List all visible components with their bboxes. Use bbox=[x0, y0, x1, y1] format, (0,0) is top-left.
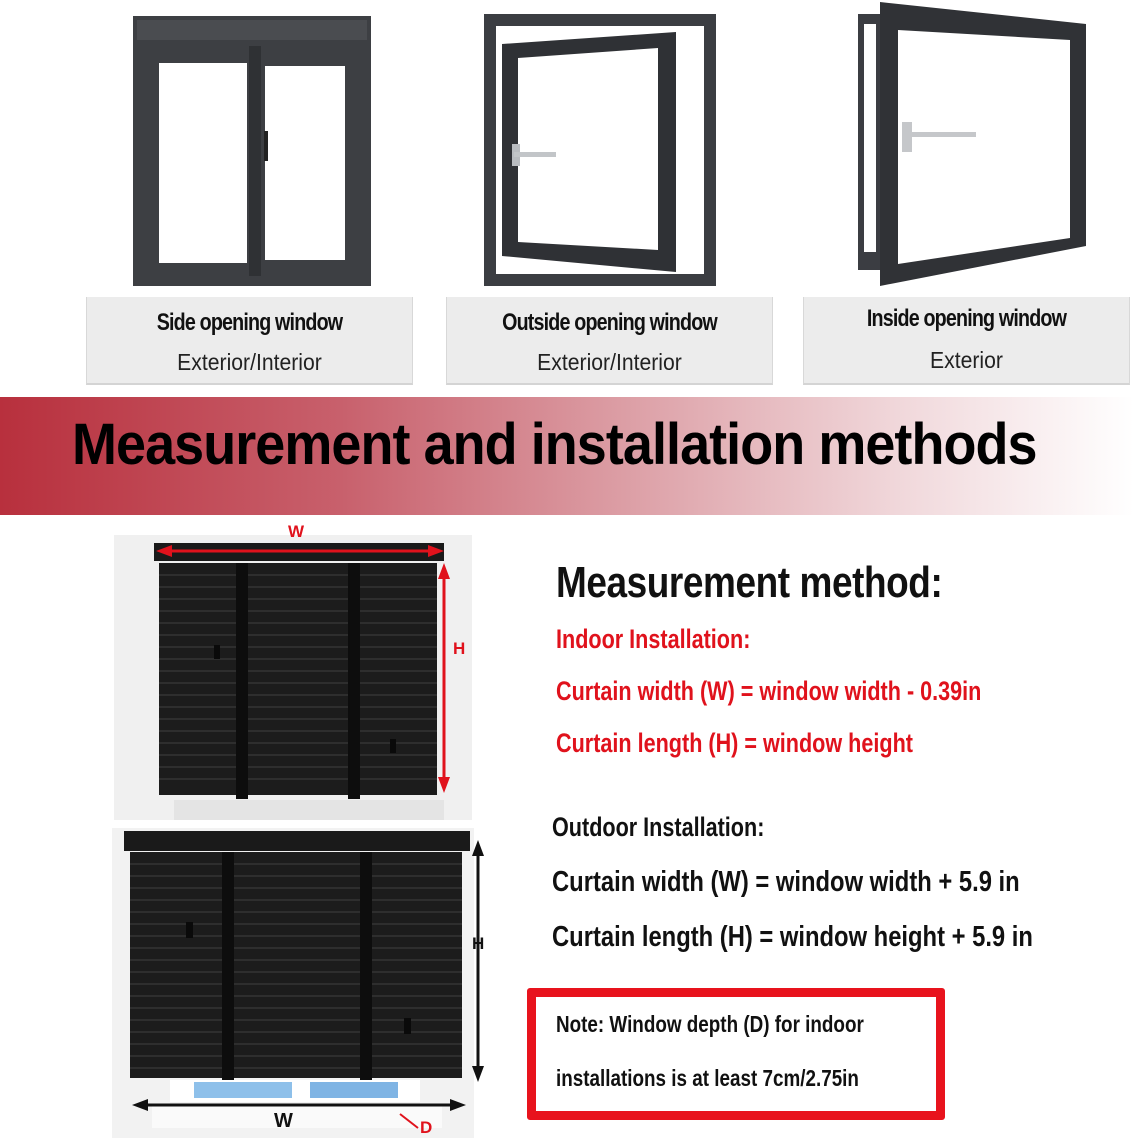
note-line-2: installations is at least 7cm/2.75in bbox=[556, 1065, 859, 1091]
outdoor-width-rule: Curtain width (W) = window width + 5.9 in bbox=[552, 866, 1020, 898]
width-label: W bbox=[288, 522, 305, 541]
window-type-subtitle: Exterior/Interior bbox=[177, 349, 322, 375]
height-label: H bbox=[472, 934, 485, 953]
indoor-width-rule: Curtain width (W) = window width - 0.39in bbox=[556, 676, 982, 706]
tilt-turn-window-icon bbox=[858, 2, 1088, 287]
window-type-title: Outside opening window bbox=[502, 309, 717, 336]
sliding-window-icon bbox=[133, 16, 371, 286]
height-label: H bbox=[453, 639, 466, 658]
depth-note-box bbox=[527, 988, 945, 1120]
indoor-blind-illustration bbox=[114, 535, 472, 820]
window-type-card-inside bbox=[803, 297, 1130, 385]
width-label: W bbox=[274, 1110, 293, 1132]
outdoor-length-rule: Curtain length (H) = window height + 5.9 in bbox=[552, 921, 1033, 953]
method-heading: Measurement method: bbox=[556, 558, 943, 607]
indoor-blind-diagram bbox=[114, 522, 472, 820]
outdoor-title: Outdoor Installation: bbox=[552, 812, 765, 842]
window-type-title: Inside opening window bbox=[866, 305, 1067, 332]
section-banner bbox=[0, 397, 1134, 515]
indoor-title: Indoor Installation: bbox=[556, 624, 751, 654]
indoor-length-rule: Curtain length (H) = window height bbox=[556, 728, 913, 758]
window-type-subtitle: Exterior/Interior bbox=[537, 349, 682, 375]
casement-window-icon bbox=[484, 14, 716, 286]
banner-title: Measurement and installation methods bbox=[72, 412, 1037, 477]
outdoor-blind-illustration bbox=[112, 828, 484, 1138]
window-type-subtitle: Exterior bbox=[930, 347, 1003, 373]
note-line-1: Note: Window depth (D) for indoor bbox=[556, 1011, 864, 1037]
window-type-title: Side opening window bbox=[156, 309, 343, 336]
window-type-card-outside bbox=[446, 297, 773, 385]
depth-label: D bbox=[420, 1118, 433, 1137]
outdoor-blind-diagram bbox=[112, 828, 484, 1138]
window-type-card-side bbox=[86, 297, 413, 385]
